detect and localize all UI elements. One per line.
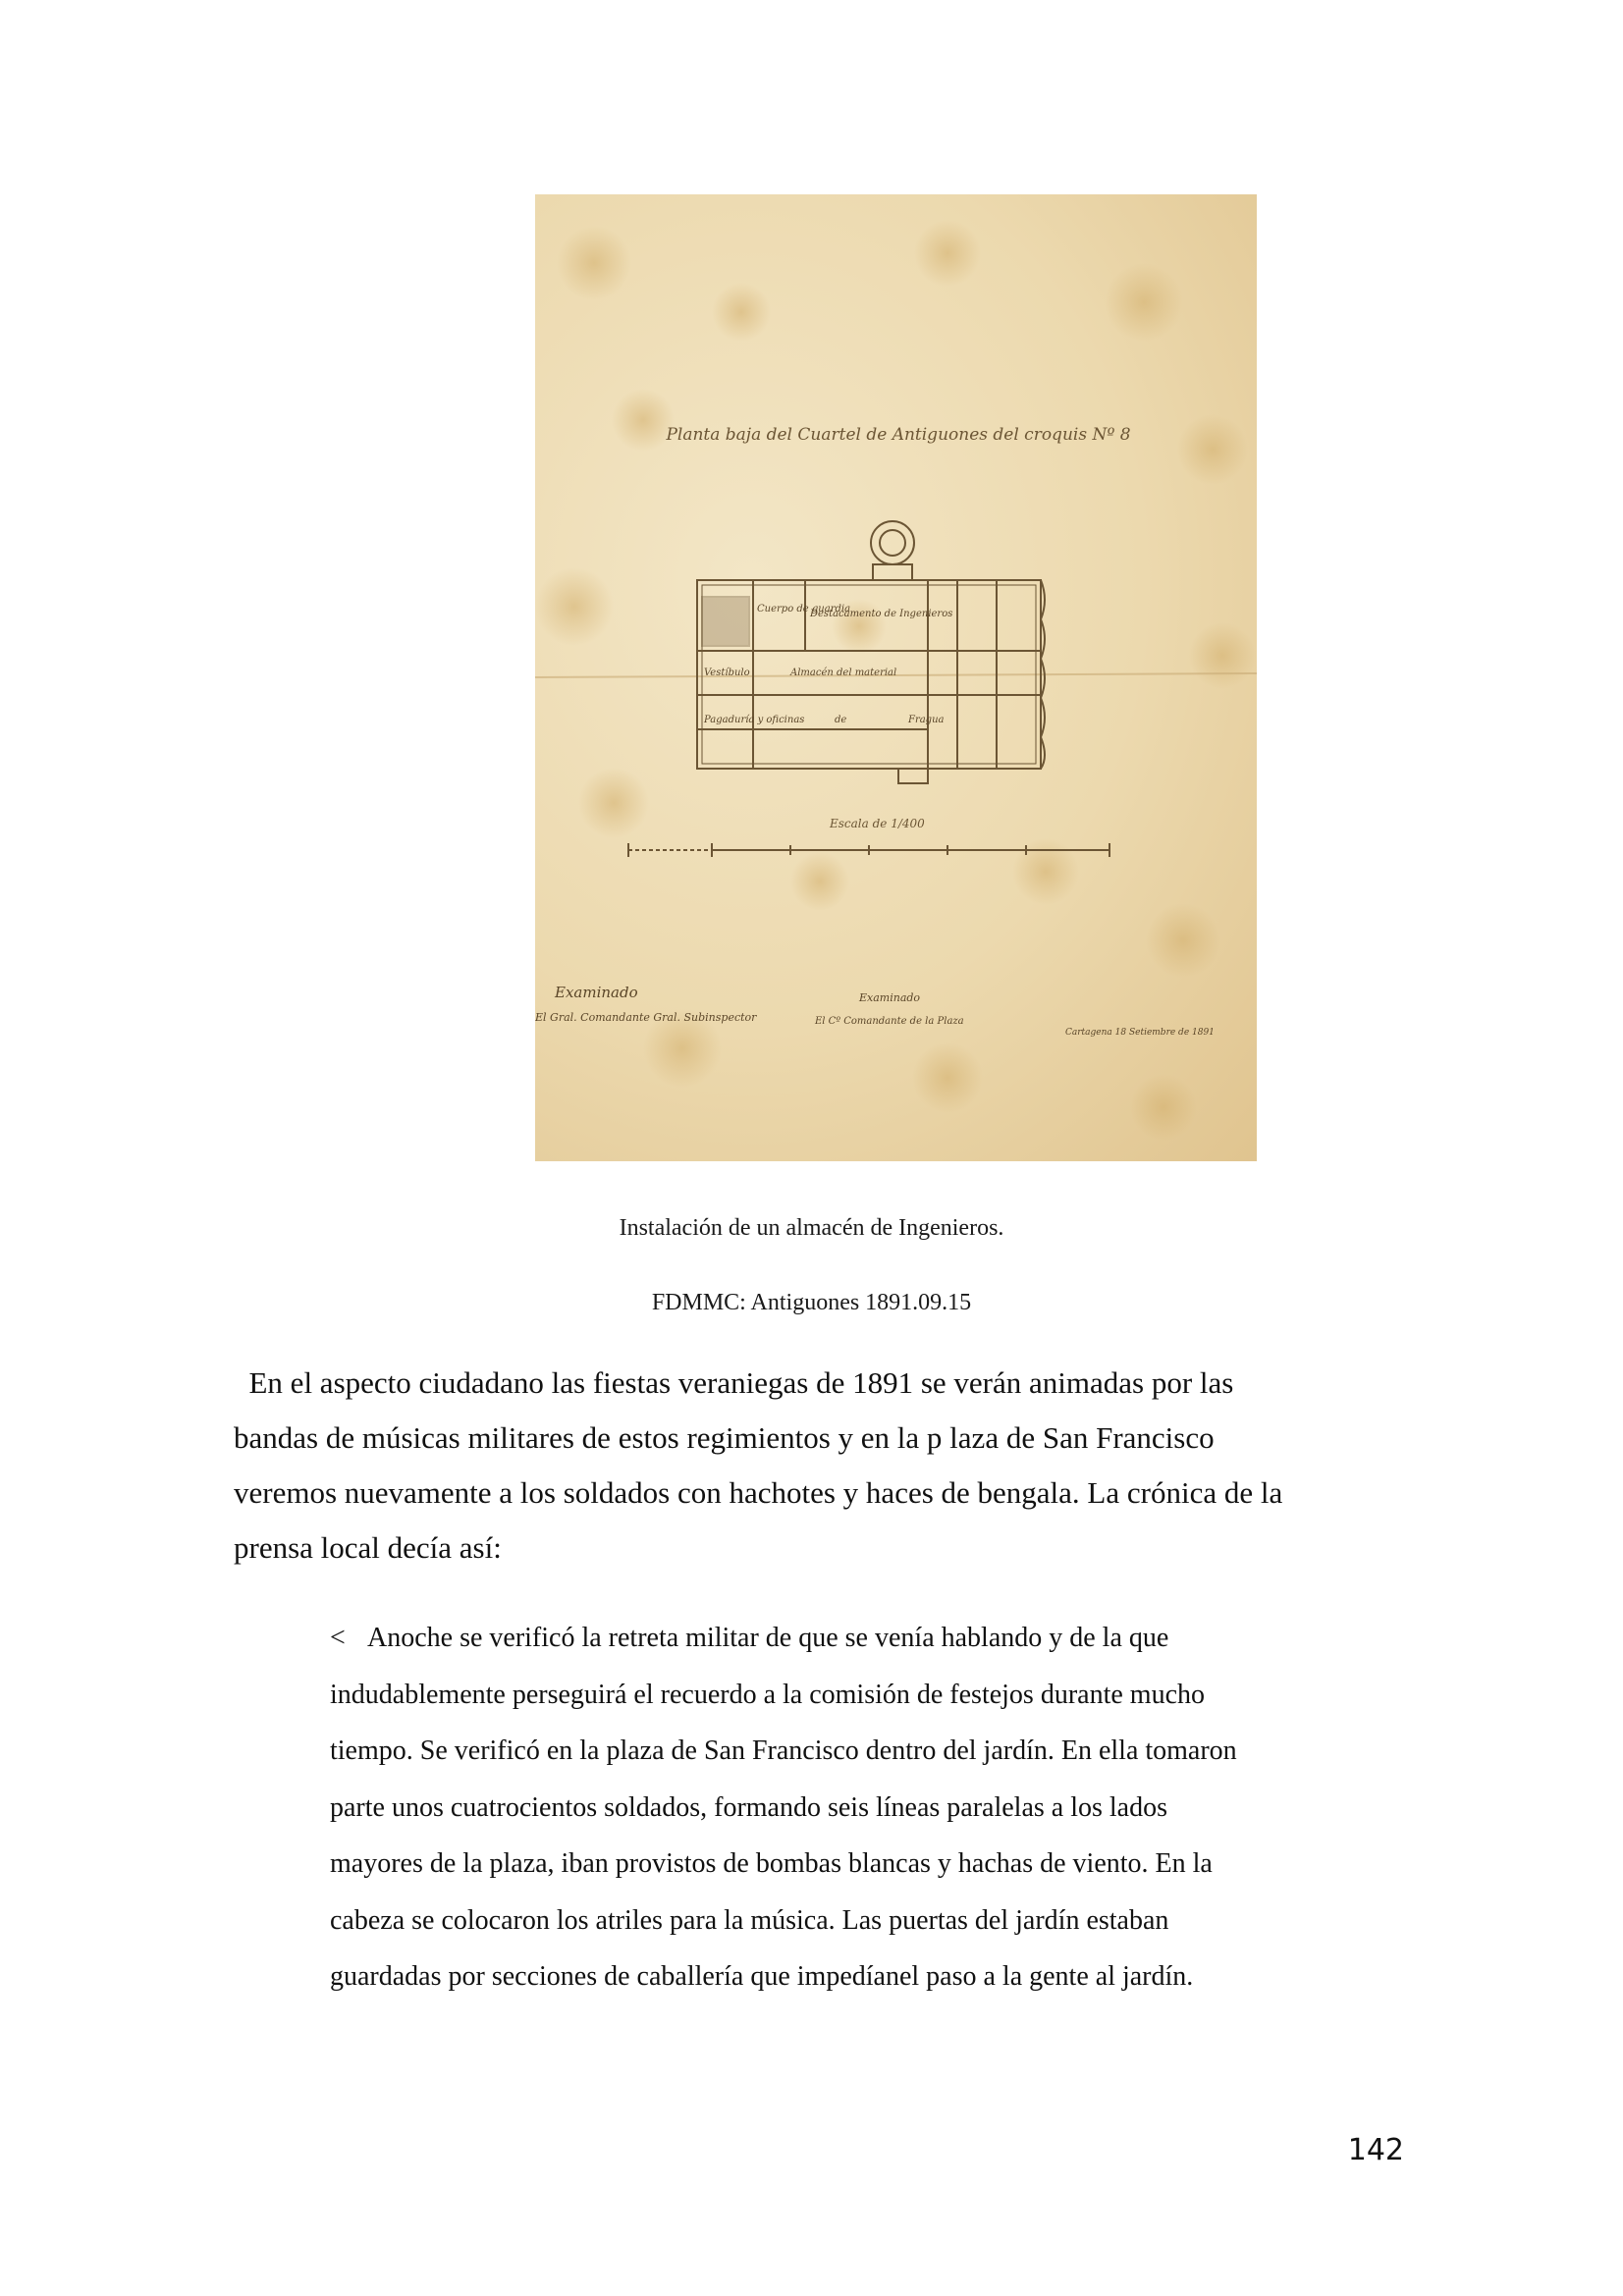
- signatures: [535, 984, 1215, 1038]
- quote-line: mayores de la plaza, iban provistos de bombas blancas y hachas de viento. En la: [330, 1848, 1213, 1879]
- body-line: bandas de músicas militares de estos regimientos y en la p laza de San Francisco: [234, 1420, 1215, 1455]
- room-label: Destacamento de Ingenieros: [810, 609, 953, 619]
- signature-mid-1: Examinado: [859, 991, 921, 1004]
- room-label: Pagaduría y oficinas: [704, 715, 805, 725]
- figure-caption: Instalación de un almacén de Ingenieros.: [619, 1215, 1004, 1241]
- quote-line: guardadas por secciones de caballería que impedíanel paso a la gente al jardín.: [330, 1961, 1194, 1992]
- body-line: prensa local decía así:: [234, 1530, 502, 1565]
- room-label: Fragua: [908, 715, 945, 725]
- signature-left-1: Examinado: [555, 984, 638, 1001]
- room-label: de: [835, 715, 847, 725]
- floor-plan-image: [535, 194, 1257, 1161]
- signature-right: Cartagena 18 Setiembre de 1891: [1065, 1028, 1215, 1038]
- body-line: veremos nuevamente a los soldados con hachotes y haces de bengala. La crónica de la: [234, 1475, 1283, 1510]
- press-quote: [330, 1610, 1390, 2005]
- room-label: Almacén del material: [790, 667, 897, 678]
- body-line: En el aspecto ciudadano las fiestas veraniegas de 1891 se verán animadas por las: [234, 1365, 1234, 1400]
- page-number: 142: [1347, 2133, 1404, 2167]
- quote-line: tiempo. Se verificó en la plaza de San Francisco dentro del jardín. En ella tomaron: [330, 1735, 1237, 1766]
- room-label: Cuerpo de guardia: [757, 604, 851, 614]
- quote-marker: <: [330, 1623, 346, 1653]
- signature-mid-2: El Cº Comandante de la Plaza: [815, 1016, 964, 1027]
- quote-line: cabeza se colocaron los atriles para la música. Las puertas del jardín estaban: [330, 1904, 1169, 1936]
- quote-line: indudablemente perseguirá el recuerdo a la comisión de festejos durante mucho: [330, 1679, 1205, 1710]
- quote-line: [330, 1610, 1390, 1667]
- body-paragraph: [234, 1356, 1382, 1575]
- quote-line-text: Anoche se verificó la retreta militar de que se venía hablando y de la que: [367, 1623, 1169, 1653]
- room-label: Vestíbulo: [704, 667, 750, 678]
- quote-line: parte unos cuatrocientos soldados, formando seis líneas paralelas a los lados: [330, 1791, 1167, 1823]
- figure-source: FDMMC: Antiguones 1891.09.15: [651, 1290, 972, 1315]
- building-plan: [697, 521, 1045, 783]
- scale-label: Escala de 1/400: [830, 817, 925, 830]
- plan-title: Planta baja del Cuartel de Antiguones del croquis Nº 8: [666, 425, 1131, 445]
- signature-left-2: El Gral. Comandante Gral. Subinspector: [535, 1011, 757, 1024]
- floor-plan-drawing: [535, 194, 1257, 1161]
